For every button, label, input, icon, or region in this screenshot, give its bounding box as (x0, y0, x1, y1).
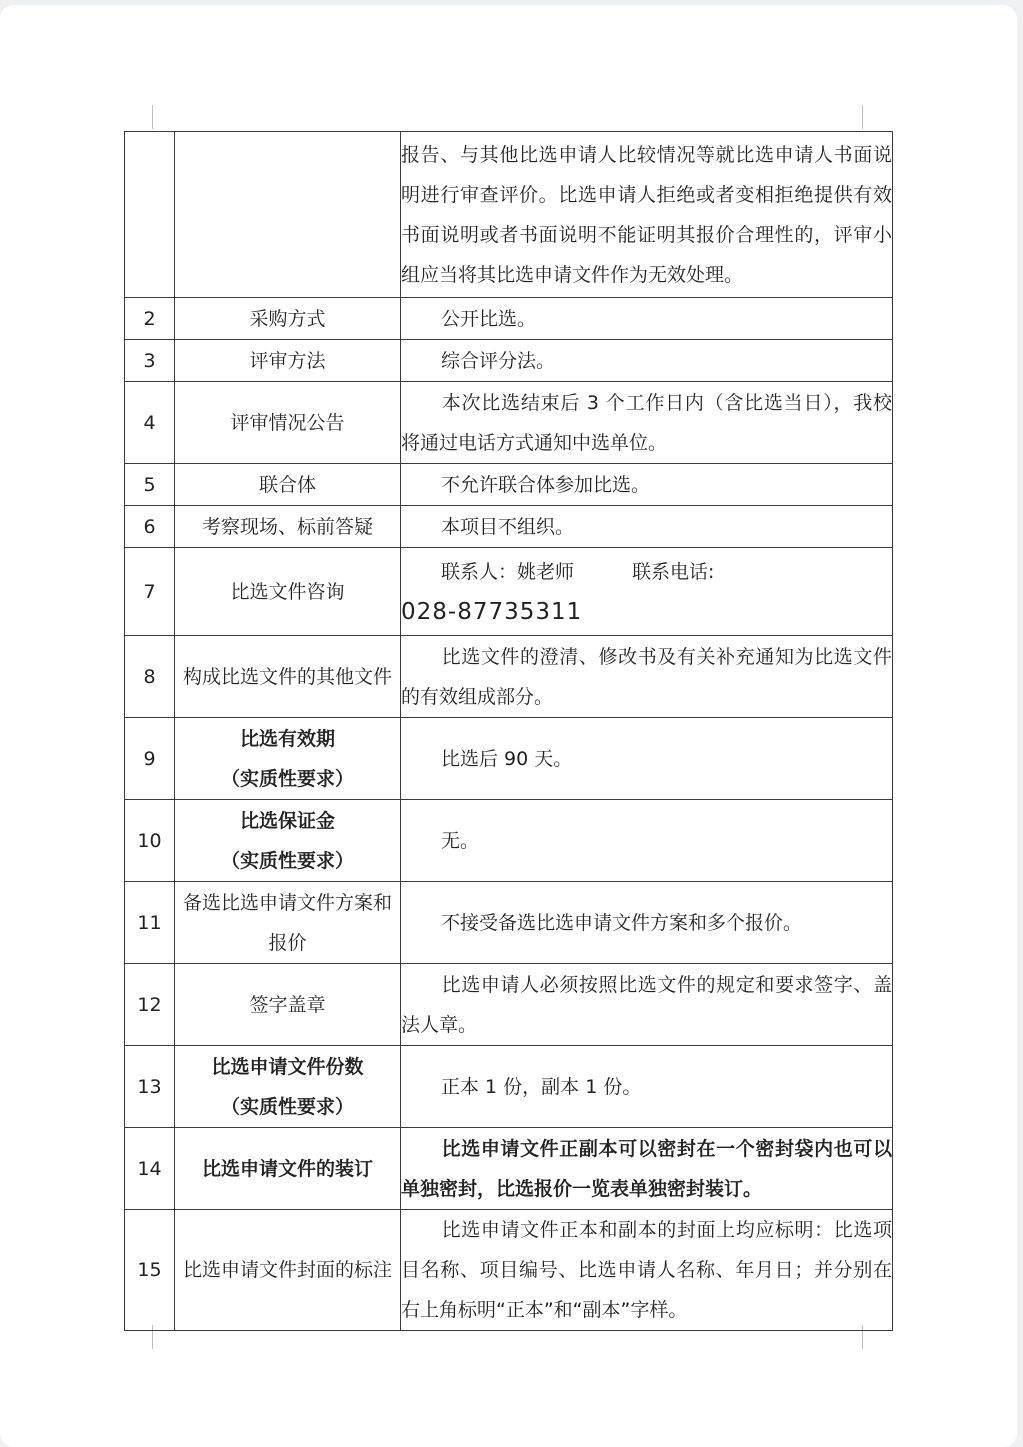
row-number: 3 (125, 340, 175, 382)
row-content-text: 比选后 90 天。 (441, 747, 573, 770)
row-content (401, 800, 893, 882)
row-item-name-line1: 比选有效期 (239, 727, 335, 750)
table-row (125, 1046, 893, 1128)
row-content-text: 本项目不组织。 (441, 515, 575, 538)
table-row (125, 132, 893, 298)
row-content-text: 正本 1 份，副本 1 份。 (441, 1075, 642, 1098)
row-item-name (175, 1046, 401, 1128)
row-item-name-line1: 比选保证金 (239, 809, 335, 832)
row-number: 13 (125, 1046, 175, 1128)
row-content-text: 比选申请文件正副本可以密封在一个密封袋内也可以单独密封，比选报价一览表单独密封装订。 (401, 1137, 892, 1200)
row-number: 6 (125, 506, 175, 548)
row-content (401, 882, 893, 964)
row-item-name: 考察现场、标前答疑 (175, 506, 401, 548)
contact-person: 联系人：姚老师 (441, 560, 575, 583)
row-number: 9 (125, 718, 175, 800)
row-number: 2 (125, 298, 175, 340)
row-content (401, 506, 893, 548)
row-content (401, 298, 893, 340)
row-item-name: 签字盖章 (175, 964, 401, 1046)
row-content (401, 1128, 893, 1210)
table-row (125, 636, 893, 718)
row-item-name (175, 800, 401, 882)
row-number (125, 132, 175, 298)
row-content (401, 548, 893, 636)
row-number: 11 (125, 882, 175, 964)
row-content-text: 综合评分法。 (441, 349, 556, 372)
row-item-name: 采购方式 (175, 298, 401, 340)
table-row (125, 298, 893, 340)
table-row (125, 718, 893, 800)
row-item-name (175, 132, 401, 298)
row-item-name-line2: （实质性要求） (220, 1095, 354, 1118)
table-row (125, 506, 893, 548)
row-number: 12 (125, 964, 175, 1046)
table-row (125, 464, 893, 506)
info-table (124, 131, 893, 1331)
document-page (0, 5, 1017, 1447)
contact-phone-number: 028-87735311 (401, 598, 583, 625)
row-content-text: 比选文件的澄清、修改书及有关补充通知为比选文件的有效组成部分。 (401, 645, 892, 708)
row-item-name: 评审方法 (175, 340, 401, 382)
row-item-name (175, 718, 401, 800)
row-item-name: 比选申请文件的装订 (175, 1128, 401, 1210)
row-item-name: 比选申请文件封面的标注 (175, 1210, 401, 1331)
corner-mark-top-left (152, 105, 153, 129)
row-number: 10 (125, 800, 175, 882)
row-content-text: 不允许联合体参加比选。 (441, 473, 651, 496)
row-content (401, 340, 893, 382)
table-row (125, 548, 893, 636)
table-row (125, 1128, 893, 1210)
table-row (125, 800, 893, 882)
table-row (125, 882, 893, 964)
table-row (125, 1210, 893, 1331)
row-number: 8 (125, 636, 175, 718)
row-content-text: 比选申请人必须按照比选文件的规定和要求签字、盖法人章。 (401, 973, 892, 1036)
table-row (125, 340, 893, 382)
row-content-text: 公开比选。 (441, 307, 537, 330)
row-number: 15 (125, 1210, 175, 1331)
row-number: 14 (125, 1128, 175, 1210)
row-content (401, 1046, 893, 1128)
table-row (125, 964, 893, 1046)
row-content (401, 1210, 893, 1331)
row-item-name: 构成比选文件的其他文件 (175, 636, 401, 718)
row-item-name: 评审情况公告 (175, 382, 401, 464)
row-item-name-line1: 比选申请文件份数 (211, 1055, 364, 1078)
row-item-name-line2: （实质性要求） (220, 767, 354, 790)
row-number: 5 (125, 464, 175, 506)
row-content (401, 964, 893, 1046)
row-content (401, 636, 893, 718)
row-content-text: 不接受备选比选申请文件方案和多个报价。 (441, 911, 803, 934)
row-content (401, 718, 893, 800)
row-item-name: 比选文件咨询 (175, 548, 401, 636)
row-content-text: 比选申请文件正本和副本的封面上均应标明：比选项目名称、项目编号、比选申请人名称、年月日；并分别在右上角标明“正本”和“副本”字样。 (401, 1219, 892, 1321)
row-content (401, 464, 893, 506)
table-row (125, 382, 893, 464)
contact-phone-label: 联系电话: (632, 560, 715, 583)
row-content: 报告、与其他比选申请人比较情况等就比选申请人书面说明进行审查评价。比选申请人拒绝或者变相拒绝提供有效书面说明或者书面说明不能证明其报价合理性的，评审小组应当将其比选申请文件作为无效处理。 (401, 132, 893, 298)
row-number: 7 (125, 548, 175, 636)
row-content-text: 本次比选结束后 3 个工作日内（含比选当日），我校将通过电话方式通知中选单位。 (401, 391, 892, 454)
row-item-name: 备选比选申请文件方案和报价 (175, 882, 401, 964)
row-item-name: 联合体 (175, 464, 401, 506)
row-number: 4 (125, 382, 175, 464)
row-content (401, 382, 893, 464)
corner-mark-top-right (862, 105, 863, 129)
row-content-text: 无。 (441, 829, 480, 852)
row-item-name-line2: （实质性要求） (220, 849, 354, 872)
